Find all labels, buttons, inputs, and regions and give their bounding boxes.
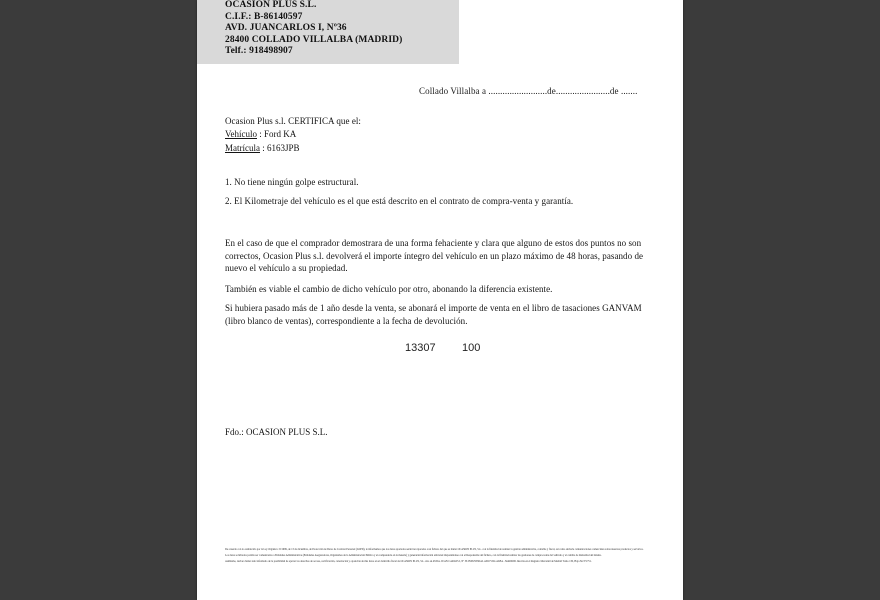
document-page xyxy=(197,0,683,600)
field-vehiculo xyxy=(225,129,296,139)
legal-notice xyxy=(225,548,655,565)
clause-point-2: 2. El Kilometraje del vehículo es el que está descrito en el contrato de compra-venta y garantía. xyxy=(225,196,574,206)
letterhead-line-2: C.I.F.: B-86140597 xyxy=(225,11,303,22)
field-matricula xyxy=(225,143,300,153)
paragraph-2: También es viable el cambio de dicho vehículo por otro, abonando la diferencia existente. xyxy=(225,284,553,294)
field-vehiculo-label: Vehículo xyxy=(225,129,257,139)
field-vehiculo-value: Ford KA xyxy=(264,129,297,139)
field-matricula-value: 6163JPB xyxy=(267,143,300,153)
handwritten-value-right: 100 xyxy=(462,342,481,354)
field-vehiculo-separator: : xyxy=(259,129,262,139)
legal-notice-paragraph-1: De acuerdo con lo establecido por la Ley Orgánica 15/1999, de 13 de diciembre, de Protección de Datos de Carácter Personal (LOPD), le informamos que los datos aportados serán incorporados a un fichero del que es titular OCASION PLUS, S.L. con la finalidad de realizar la gestión administrativa, contable y fiscal, así como enviarle comunicaciones comerciales sobre nuestros productos y servicios. xyxy=(225,548,644,551)
signature-line: Fdo.: OCASION PLUS S.L. xyxy=(225,427,328,437)
paragraph-1: En el caso de que el comprador demostrara de una forma fehaciente y clara que alguno de estos dos puntos no son correctos, Ocasion Plus s.l. devolverá el importe íntegro del vehículo en un plazo máximo de 48 horas, pasando de nuevo el vehículo a su propiedad. xyxy=(225,238,644,273)
clause-point-1: 1. No tiene ningún golpe estructural. xyxy=(225,177,359,187)
legal-notice-paragraph-2: Los datos solicitados podrán ser comunicados a Entidades Administrativas (Entidades Aseguradoras, Organismos de la Administración Pública y en competencia en la materia) y generarán información adicional disponiéndose con el Responsable del fichero, con la finalidad realizar las gestiones de compra-venta del vehículo y el cambio de titularidad del mismo. xyxy=(225,553,602,557)
letterhead-line-5: Telf.: 918498907 xyxy=(225,46,293,57)
letterhead-block xyxy=(197,0,459,64)
field-matricula-label: Matrícula xyxy=(225,143,260,153)
place-date-line: Collado Villalba a .........................de.......................de ....... xyxy=(419,86,638,96)
letterhead-line-1: OCASION PLUS S.L. xyxy=(225,0,317,10)
certifies-line: Ocasion Plus s.l. CERTIFICA que el: xyxy=(225,116,361,126)
letterhead-line-4: 28400 COLLADO VILLALBA (MADRID) xyxy=(225,34,403,45)
handwritten-value-left: 13307 xyxy=(405,342,436,354)
paragraph-3: Si hubiera pasado más de 1 año desde la venta, se abonará el importe de venta en el libro de tasaciones GANVAM (libro blanco de ventas), correspondiente a la fecha de devolución. xyxy=(225,303,642,326)
legal-notice-paragraph-3: Asimismo, declaro haber sido informado de la posibilidad de ejercer los derechos de acceso, rectificación, cancelación y oposición de mis datos en el domicilio fiscal de OCASION PLUS, S.L. sito en AVDA. JUAN CARLOS I, Nº 36 INDUSTRIAL ADO VILLALBA - MADRID. Inscrita en el Registro Mercantil de Madrid Tomo 130, Hoja M-371751. xyxy=(225,559,592,563)
field-matricula-separator: : xyxy=(262,143,265,153)
letterhead-line-3: AVD. JUANCARLOS I, Nº36 xyxy=(225,23,347,34)
